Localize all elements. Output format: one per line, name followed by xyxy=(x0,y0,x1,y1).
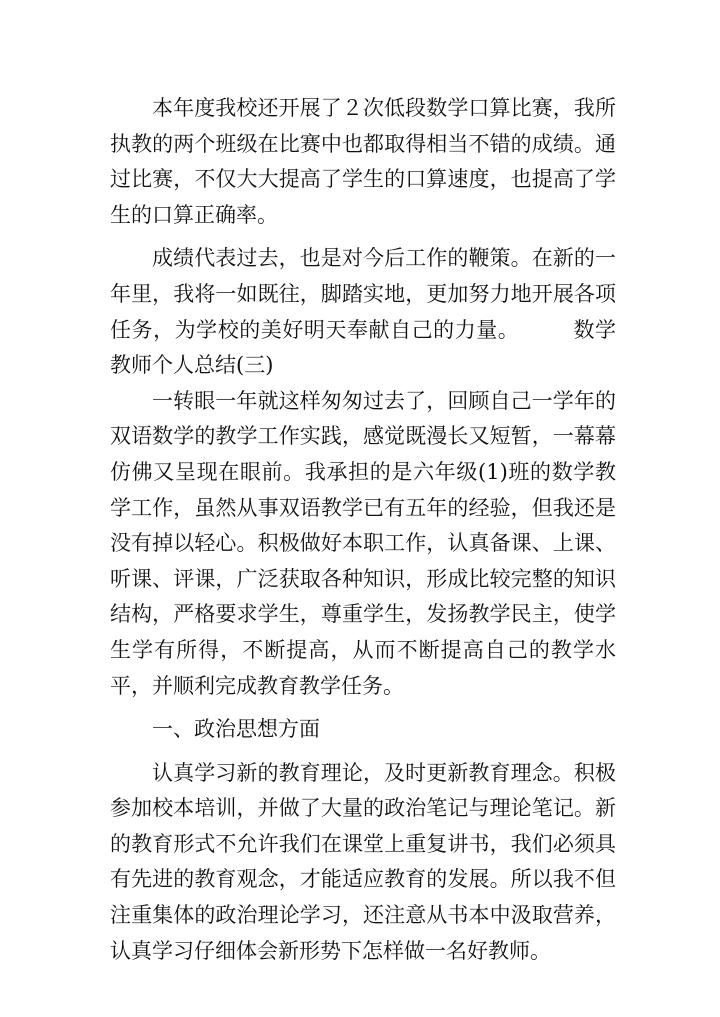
section-heading-political-thought: 一、政治思想方面 xyxy=(152,717,320,742)
document-page xyxy=(110,91,616,969)
paragraph-year-review: 一转眼一年就这样匆匆过去了，回顾自己一学年的双语数学的教学工作实践，感觉既漫长又短暂，一幕幕仿佛又呈现在眼前。我承担的是六年级(1)班的数学教学工作，虽然从事双语教学已有五年的经验，但我还是没有掉以轻心。积极做好本职工作，认真备课、上课、听课、评课，广泛获取各种知识，形成比较完整的知识结构，严格要求学生，尊重学生，发扬教学民主，使学生学有所得，不断提高，从而不断提高自己的教学水平，并顺利完成教育教学任务。 xyxy=(110,388,616,698)
paragraph-oral-arithmetic-contest: 本年度我校还开展了２次低段数学口算比赛，我所执教的两个班级在比赛中也都取得相当不错的成绩。通过比赛，不仅大大提高了学生的口算速度，也提高了学生的口算正确率。 xyxy=(110,96,616,227)
paragraph-education-theory: 认真学习新的教育理论，及时更新教育理念。积极参加校本培训，并做了大量的政治笔记与理论笔记。新的教育形式不允许我们在课堂上重复讲书，我们必须具有先进的教育观念，才能适应教育的发展。所以我不但注重集体的政治理论学习，还注意从书本中汲取营养，认真学习仔细体会新形势下怎样做一名好教师。 xyxy=(110,760,616,963)
paragraph-achievements-past: 成绩代表过去，也是对今后工作的鞭策。在新的一年里，我将一如既往，脚踏实地，更加努力地开展各项任务，为学校的美好明天奉献自己的力量。 数学教师个人总结(三) xyxy=(110,246,616,378)
